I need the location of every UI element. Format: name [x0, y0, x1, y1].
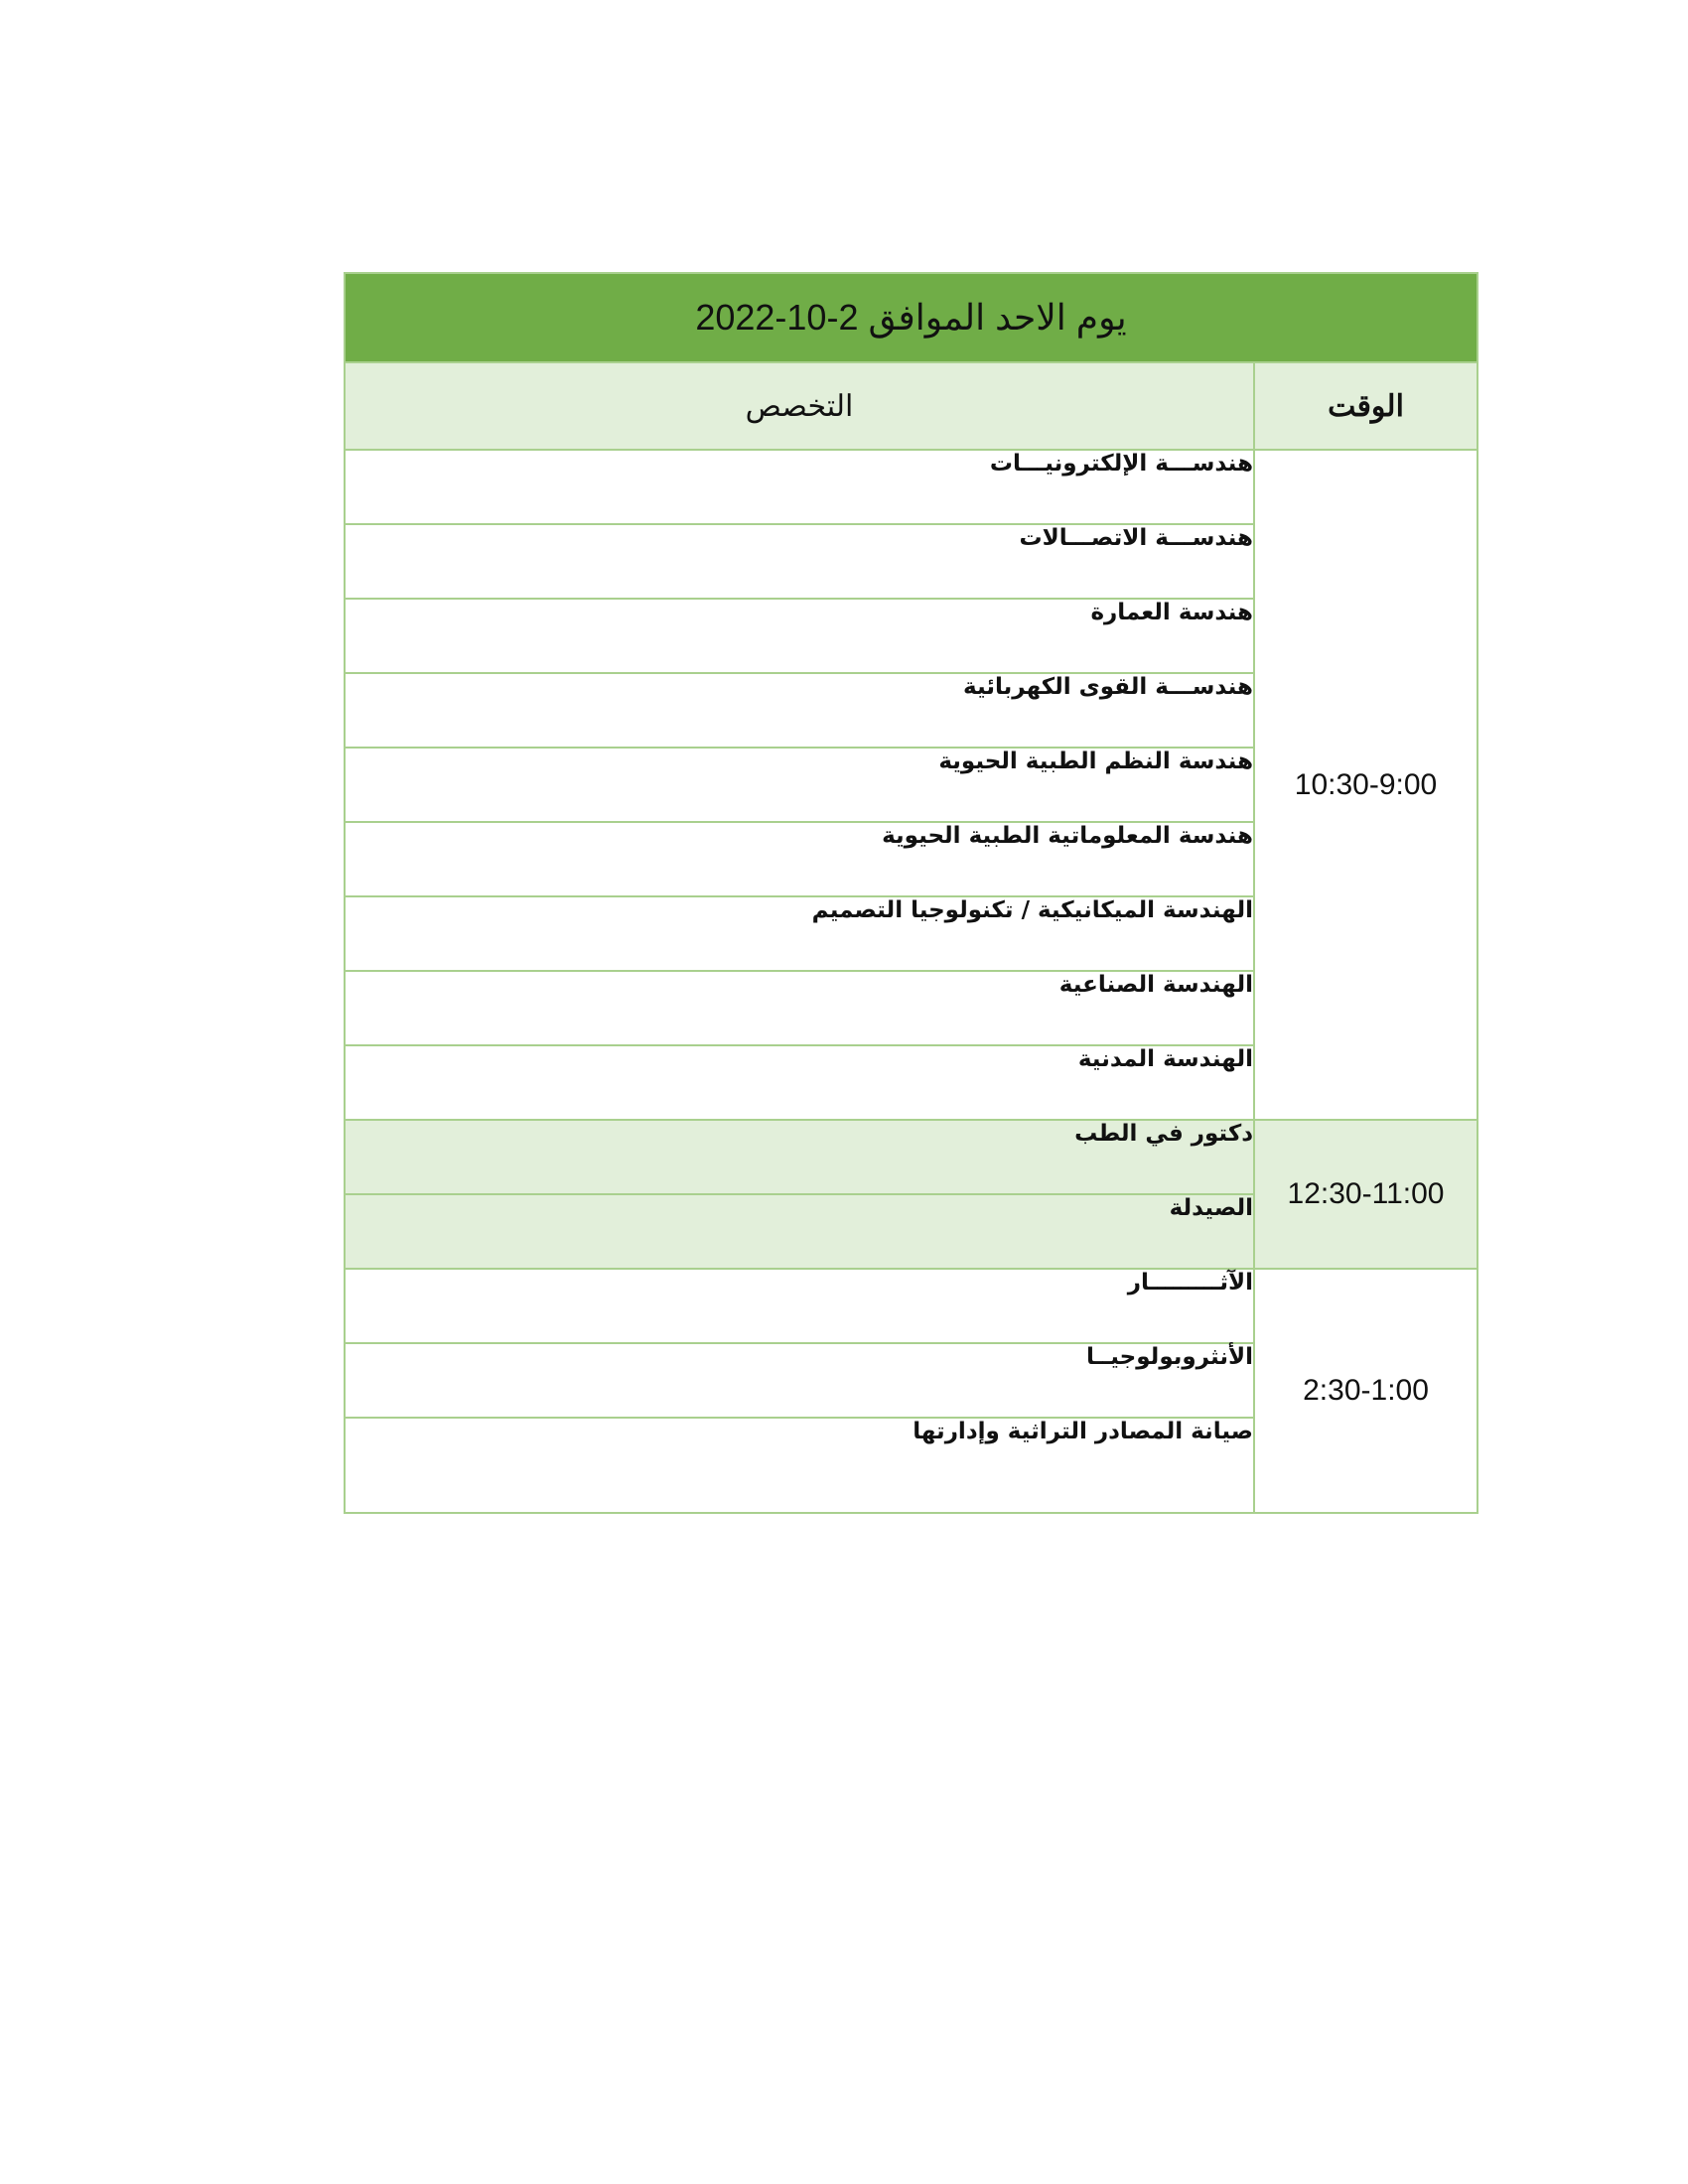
table-row — [345, 1120, 1477, 1194]
major-name: هندسة العمارة — [345, 599, 1254, 673]
header-major: التخصص — [345, 362, 1254, 450]
schedule-title: يوم الاحد الموافق 2-10-2022 — [345, 273, 1477, 362]
time-slot: 10:30-9:00 — [1254, 450, 1477, 1120]
major-name: دكتور في الطب — [345, 1120, 1254, 1194]
major-name: هندســـة الاتصـــالات — [345, 524, 1254, 599]
header-row — [345, 362, 1477, 450]
major-name: الهندسة الميكانيكية / تكنولوجيا التصميم — [345, 896, 1254, 971]
major-name: الهندسة المدنية — [345, 1045, 1254, 1120]
major-name: صيانة المصادر التراثية وإدارتها — [345, 1418, 1254, 1513]
major-name: الهندسة الصناعية — [345, 971, 1254, 1045]
schedule-table — [344, 272, 1478, 1514]
time-slot: 2:30-1:00 — [1254, 1269, 1477, 1513]
major-name: الصيدلة — [345, 1194, 1254, 1269]
major-name: هندســـة القوى الكهربائية — [345, 673, 1254, 748]
title-row — [345, 273, 1477, 362]
major-name: هندسة المعلوماتية الطبية الحيوية — [345, 822, 1254, 896]
major-name: الآثـــــــــار — [345, 1269, 1254, 1343]
time-slot: 12:30-11:00 — [1254, 1120, 1477, 1269]
table-row — [345, 450, 1477, 524]
major-name: الأنثروبولوجيــا — [345, 1343, 1254, 1418]
major-name: هندســـة الإلكترونيـــات — [345, 450, 1254, 524]
header-time: الوقت — [1254, 362, 1477, 450]
major-name: هندسة النظم الطبية الحيوية — [345, 748, 1254, 822]
table-row — [345, 1269, 1477, 1343]
